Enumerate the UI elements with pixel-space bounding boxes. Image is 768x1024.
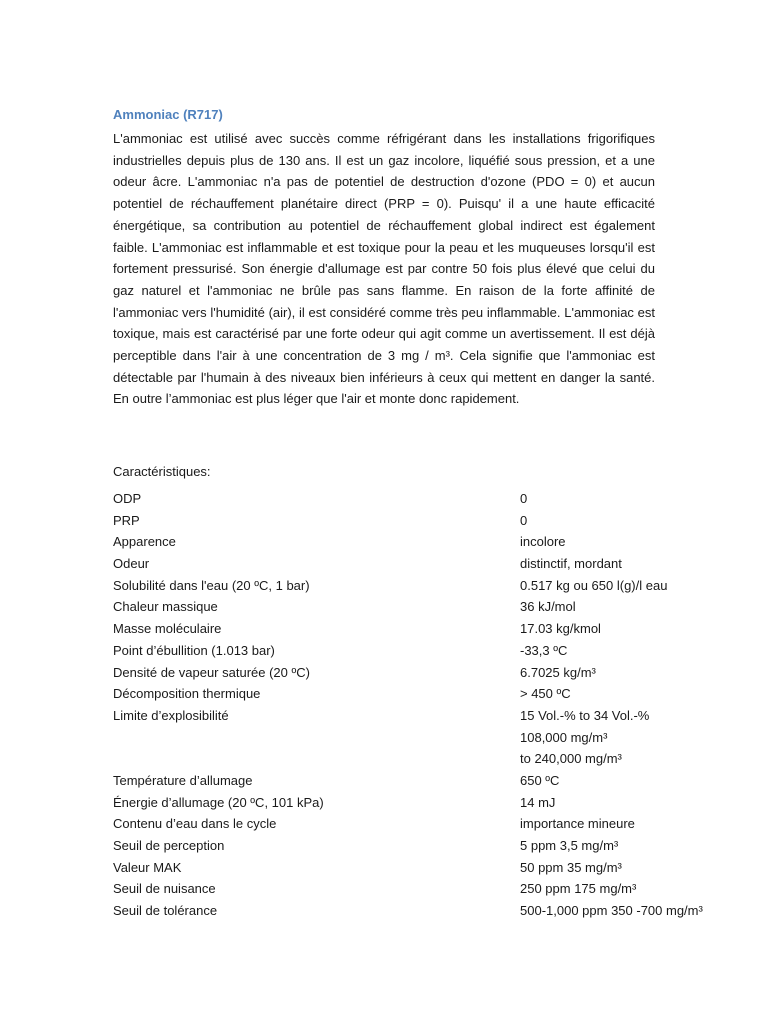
property-value: 0 xyxy=(520,512,528,528)
property-name: PRP xyxy=(113,512,140,528)
property-name: Limite d’explosibilité xyxy=(113,707,229,723)
property-row xyxy=(113,748,733,770)
property-value: 5 ppm 3,5 mg/m³ xyxy=(520,838,619,853)
property-row xyxy=(113,510,733,532)
property-value: -33,3 ºC xyxy=(520,642,568,658)
property-row xyxy=(113,575,733,597)
property-name xyxy=(113,727,520,749)
property-row xyxy=(113,857,733,879)
property-row xyxy=(113,705,733,727)
property-row xyxy=(113,683,733,705)
property-name: Odeur xyxy=(113,556,150,572)
property-name: Énergie d’allumage (20 ºC, 101 kPa) xyxy=(113,794,324,810)
characteristics-title: Caractéristiques: xyxy=(113,464,211,479)
property-name: Seuil de tolérance xyxy=(113,903,218,919)
property-name: Seuil de perception xyxy=(113,838,225,853)
body-paragraph: L'ammoniac est utilisé avec succès comme réfrigérant dans les installations frigorifiques industrielles depuis plus de 130 ans. Il est un gaz incolore, liquéfié sous pression, et a une odeur âcre. L'ammoniac n'a pas de potentiel de destruction d'ozone (PDO = 0) et aucun potentiel de réchauffement planétaire direct (PRP = 0). Puisqu' il a une haute efficacité énergétique, sa contribution au potentiel de réchauffement global indirect est également faible. L'ammoniac est inflammable et est toxique pour la peau et les muqueuses lorsqu'il est fortement pressurisé. Son énergie d'allumage est par contre 50 fois plus élevé que celui du gaz naturel et l'ammoniac ne brûle pas sans flamme. En raison de la forte affinité de l'ammoniac vers l'humidité (air), il est considéré comme très peu inflammable. L'ammoniac est toxique, mais est caractérisé par une forte odeur qui agit comme un avertissement. Il est déjà perceptible dans l'air à une concentration de 3 mg / m³. Cela signifie que l'ammoniac est détectable par l'humain à des niveaux bien inférieurs à ceux qui mettent en danger la santé. En outre l’ammoniac est plus léger que l'air et monte donc rapidement. xyxy=(113,131,655,407)
property-value: incolore xyxy=(520,534,566,550)
property-value: 36 kJ/mol xyxy=(520,599,576,615)
property-row xyxy=(113,640,733,662)
property-name: Apparence xyxy=(113,534,176,550)
property-value: 108,000 mg/m³ xyxy=(520,729,608,745)
property-row xyxy=(113,792,733,814)
property-name xyxy=(113,748,520,770)
property-row xyxy=(113,727,733,749)
property-row xyxy=(113,770,733,792)
property-row xyxy=(113,531,733,553)
property-name: Chaleur massique xyxy=(113,599,218,615)
properties-list xyxy=(113,488,733,922)
property-row xyxy=(113,662,733,684)
property-row xyxy=(113,596,733,618)
property-value: importance mineure xyxy=(520,816,635,832)
property-row xyxy=(113,618,733,640)
property-name: Température d’allumage xyxy=(113,772,253,788)
property-value: distinctif, mordant xyxy=(520,556,622,572)
property-name: Point d’ébullition (1.013 bar) xyxy=(113,642,275,658)
property-value: 500-1,000 ppm 350 -700 mg/m³ xyxy=(520,903,703,919)
property-value: 0 xyxy=(520,491,528,506)
property-value: 14 mJ xyxy=(520,794,556,810)
property-row xyxy=(113,813,733,835)
property-value: > 450 ºC xyxy=(520,686,571,702)
section-heading: Ammoniac (R717) xyxy=(113,107,223,122)
property-name: Solubilité dans l'eau (20 ºC, 1 bar) xyxy=(113,577,310,593)
property-name: Contenu d’eau dans le cycle xyxy=(113,816,277,832)
property-value: 6.7025 kg/m³ xyxy=(520,664,596,680)
property-row xyxy=(113,488,733,510)
property-value: to 240,000 mg/m³ xyxy=(520,751,622,767)
property-value: 250 ppm 175 mg/m³ xyxy=(520,881,637,897)
property-value: 15 Vol.-% to 34 Vol.-% xyxy=(520,707,650,723)
property-row xyxy=(113,878,733,900)
property-name: Masse moléculaire xyxy=(113,621,222,637)
property-name: Valeur MAK xyxy=(113,859,182,875)
property-value: 50 ppm 35 mg/m³ xyxy=(520,859,622,875)
property-name: Densité de vapeur saturée (20 ºC) xyxy=(113,664,310,680)
property-value: 17.03 kg/kmol xyxy=(520,621,601,637)
property-row xyxy=(113,900,733,922)
property-name: ODP xyxy=(113,491,142,506)
property-row xyxy=(113,553,733,575)
property-name: Décomposition thermique xyxy=(113,686,261,702)
property-value: 650 ºC xyxy=(520,772,560,788)
property-value: 0.517 kg ou 650 l(g)/l eau xyxy=(520,577,668,593)
property-row xyxy=(113,835,733,857)
property-name: Seuil de nuisance xyxy=(113,881,216,897)
